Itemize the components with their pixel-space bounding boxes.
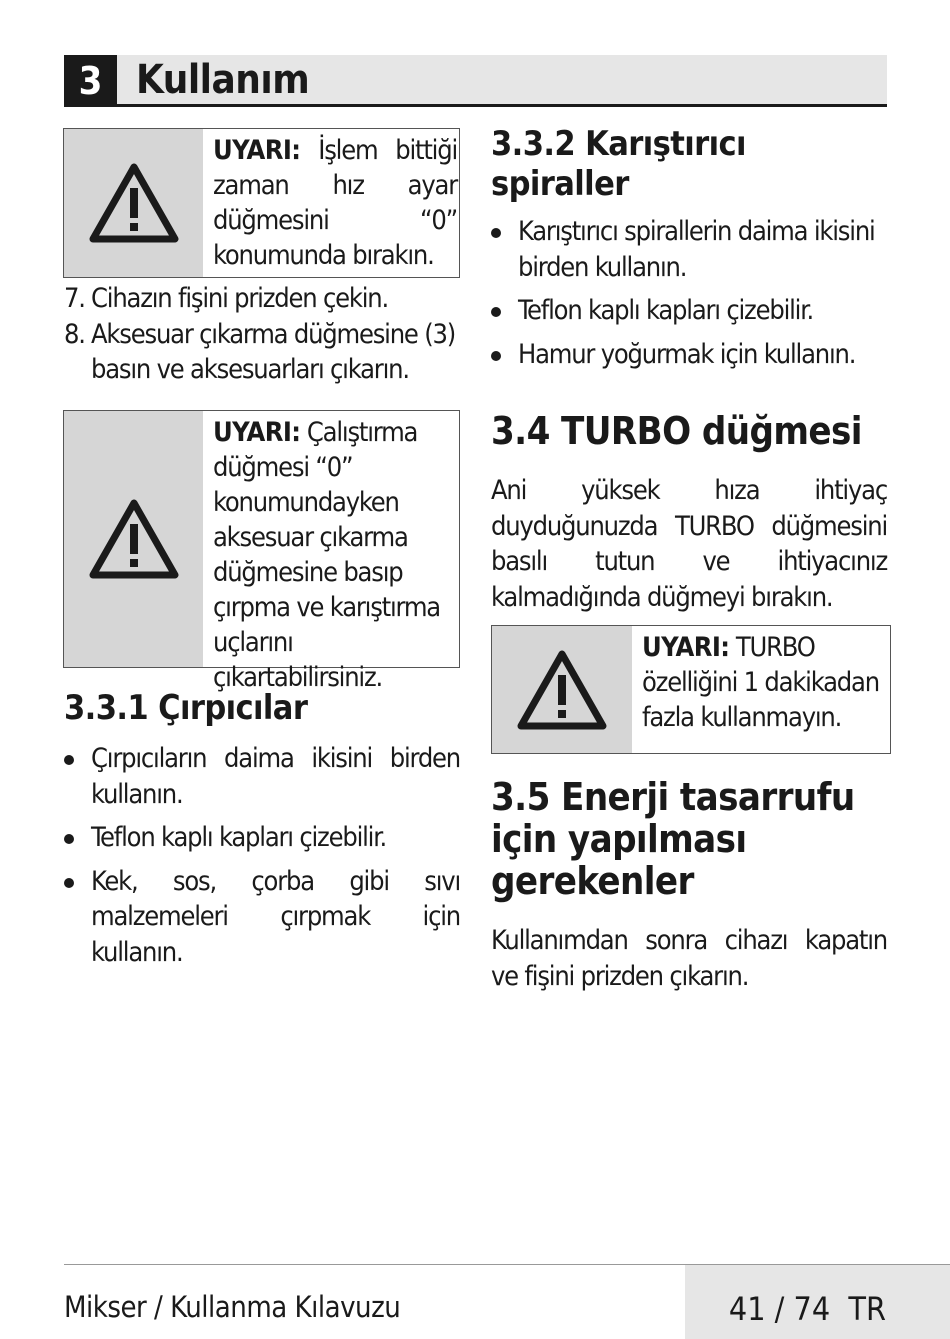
list-item: Kek, sos, çorba gibi sıvı malzemeleri çırpmak için kullanın. xyxy=(64,864,460,971)
warning-box-1 xyxy=(63,128,460,278)
bullet-icon xyxy=(64,878,74,888)
bullet-icon xyxy=(491,228,501,238)
section-title-3-3-2: 3.3.2 Karıştırıcı spiraller xyxy=(491,124,746,204)
warning-triangle-icon xyxy=(516,649,608,731)
list-item: Çırpıcıların daima ikisini birden kullanın. xyxy=(64,741,460,812)
beaters-list xyxy=(64,741,460,970)
bullet-icon xyxy=(64,834,74,844)
step-text: Aksesuar çıkarma düğmesine (3) basın ve aksesuarları çıkarın. xyxy=(91,318,456,385)
step-number: 7. xyxy=(64,283,85,314)
warning-icon-cell xyxy=(64,411,203,667)
footer-page-number: 41 / 74 TR xyxy=(728,1290,886,1328)
warning-message: Çalıştırma düğmesi “0” konumundayken aksesuar çıkarma düğmesine basıp çırpma ve karıştırma uçlarını çıkartabilirsiniz. xyxy=(213,417,440,693)
step-text: Cihazın fişini prizden çekin. xyxy=(91,283,388,314)
warning-triangle-icon xyxy=(88,162,180,244)
warning-label: UYARI: xyxy=(213,417,301,448)
warning-text-3 xyxy=(642,630,886,735)
warning-text-1 xyxy=(213,133,457,273)
warning-label: UYARI: xyxy=(213,135,301,166)
energy-paragraph: Kullanımdan sonra cihazı kapatın ve fişini prizden çıkarın. xyxy=(491,925,887,992)
footer-document-title: Mikser / Kullanma Kılavuzu xyxy=(64,1290,401,1324)
turbo-paragraph: Ani yüksek hıza ihtiyaç duyduğunuzda TURBO düğmesini basılı tutun ve ihtiyacınız kalmadığında düğmeyi bırakın. xyxy=(491,475,887,613)
warning-text-2 xyxy=(213,415,457,695)
chapter-header xyxy=(64,55,887,107)
warning-message: TURBO özelliğini 1 dakikadan fazla kullanmayın. xyxy=(642,632,879,733)
list-item xyxy=(64,281,460,317)
section-title-3-4: 3.4 TURBO düğmesi xyxy=(491,409,862,453)
warning-triangle-icon xyxy=(88,498,180,580)
section-title-3-3-1: 3.3.1 Çırpıcılar xyxy=(64,688,308,728)
warning-box-3 xyxy=(491,625,891,754)
warning-message: İşlem bittiği zaman hız ayar düğmesini “0” konumunda bırakın. xyxy=(213,135,457,271)
spirals-list xyxy=(491,214,887,372)
chapter-number: 3 xyxy=(64,55,117,107)
step-number: 8. xyxy=(64,318,85,350)
bullet-icon xyxy=(491,307,501,317)
list-item xyxy=(64,317,460,388)
list-item: Hamur yoğurmak için kullanın. xyxy=(491,337,887,373)
warning-icon-cell xyxy=(492,626,632,753)
list-item: Karıştırıcı spirallerin daima ikisini birden kullanın. xyxy=(491,214,887,285)
section-title-3-5: 3.5 Enerji tasarrufu için yapılması gerekenler xyxy=(491,775,855,903)
warning-box-2 xyxy=(63,410,460,693)
list-item: Teflon kaplı kapları çizebilir. xyxy=(64,820,460,856)
warning-icon-cell xyxy=(64,129,203,277)
bullet-icon xyxy=(64,755,74,765)
list-item: Teflon kaplı kapları çizebilir. xyxy=(491,293,887,329)
chapter-title: Kullanım xyxy=(136,57,310,103)
bullet-icon xyxy=(491,351,501,361)
warning-label: UYARI: xyxy=(642,632,730,663)
steps-list xyxy=(64,281,460,388)
